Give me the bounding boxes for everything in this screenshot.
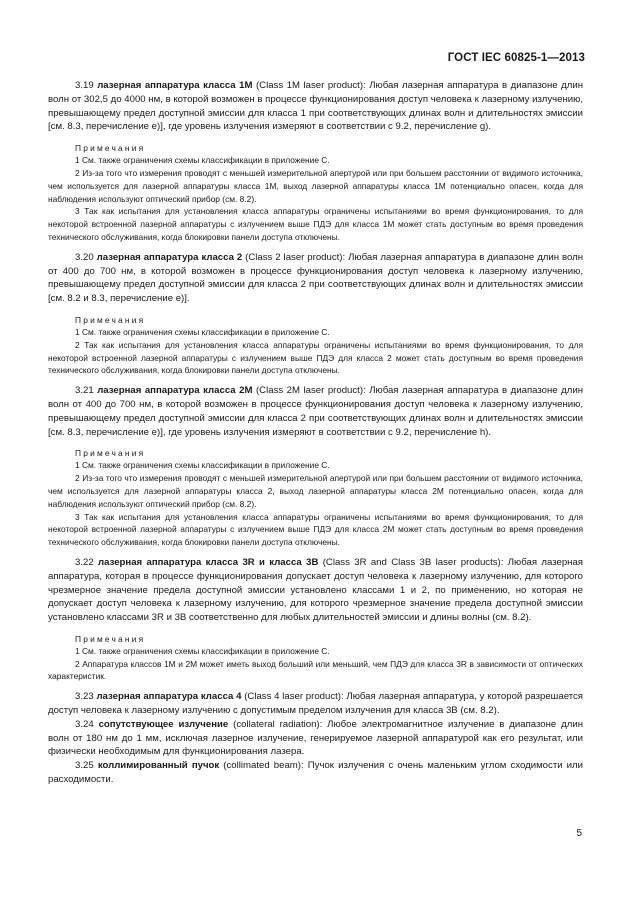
term-name: лазерная аппаратура класса 1М <box>97 80 253 91</box>
notes-heading: Примечания <box>75 143 146 154</box>
term-definition: (Class 2 laser product): Любая лазерная аппаратура в диапазоне длин волн от 400 до 700 нм, в которой возможен в процессе функционирования доступ человека к лазерному излучению, превышающему предел доступной эмиссии для класса 2 при соответствующих длинах волн и длительностях эмиссии [см. 8.2 и 8.3, перечисление е)]. <box>48 251 583 305</box>
term-definition: (Class 2M laser product): Любая лазерная аппаратура в диапазоне длин волн от 400 до 700 нм, в которой возможен в процессе функционирования доступ человека к лазерному излучению, превышающему предел доступной эмиссии для класса 2 при соответствующих длинах волн и длительностях эмиссии [см. 8.3, перечисление е)], где уровень излучения измеряют в соответствии с 9.2, перечисление h). <box>48 385 583 438</box>
note-item: 3 Так как испытания для установления класса аппаратуры ограничены испытаниями во время функционирования, то для некоторой встроенной лазерной аппаратуры с излучением выше ПДЭ для класса 2М может стать доступным во время проведения технического обслуживания, когда блокировки панели доступа отключены. <box>48 511 583 548</box>
section-3-25 <box>48 759 583 787</box>
notes-block <box>48 447 583 549</box>
notes-heading: Примечания <box>75 448 146 459</box>
note-item: 1 См. также ограничения схемы классификации в приложение С. <box>75 155 330 166</box>
section-number: 3.19 <box>75 80 94 91</box>
section-3-23 <box>48 690 583 718</box>
note-item: 1 См. также ограничения схемы классификации в приложение С. <box>75 645 330 656</box>
notes-block <box>48 142 583 244</box>
section-number: 3.20 <box>75 251 94 263</box>
term-definition: (collateral radiation): Любое электромагнитное излучение в диапазоне длин волн от 180 нм до 1 мм, исключая лазерное излучение, генерируемое лазерной аппаратурой как его результат, или физически необходимым для функционирования лазера. <box>48 718 583 758</box>
note-item: 2 Так как испытания для установления класса аппаратуры ограничены испытаниями во время функционирования, то для некоторой встроенной лазерной аппаратуры с излучением выше ПДЭ для класса 2 может стать доступным во время проведения технического обслуживания, когда блокировки панели доступа отключены. <box>48 339 583 376</box>
section-number: 3.22 <box>75 556 94 568</box>
notes-block <box>48 314 583 377</box>
section-3-22 <box>48 556 583 625</box>
section-number: 3.24 <box>75 718 94 730</box>
notes-block <box>48 633 583 683</box>
term-definition: (Class 3R and Class 3B laser products): Любая лазерная аппаратура, которая в процессе функционирования допускает доступ человека к лазерному излучению, для которого чрезмерное значение предела доступной эмиссии установлено классами 1 и 2, по применению, но которая не допускает доступ человека к лазерному излучению, для которого чрезмерное значение предела доступной эмиссии установлено классами 3R и 3B соответственно для любых длительностей эмиссии и длины волны (см. 8.2). <box>48 556 583 624</box>
standard-header: ГОСТ IEC 60825-1—2013 <box>447 52 585 64</box>
section-number: 3.21 <box>75 385 94 397</box>
term-name: сопутствующее излучение <box>98 718 229 730</box>
note-item: 2 Из-за того что измерения проводят с меньшей измерительной апертурой или при большем расстоянии от видимого источника, чем используется для лазерной аппаратуры класса 1М, выход лазерной аппаратуры класса 1М потенциально опасен, когда для наблюдения используют оптический прибор (см. 8.2). <box>48 167 583 204</box>
note-item: 2 Из-за того что измерения проводят с меньшей измерительной апертурой или при большем расстоянии от видимого источника, чем используется для лазерной аппаратуры класса 2, выход лазерной аппаратуры класса 2М потенциально опасен, когда для наблюдения используют оптический прибор (см. 8.2). <box>48 473 583 509</box>
term-definition: (Class 1M laser product): Любая лазерная аппаратура в диапазоне длин волн от 302,5 до 4000 нм, в которой возможен в процессе функционирования доступ человека к лазерному излучению, превышающему предел доступной эмиссии для класса 1 при соответствующих длинах волн и длительностях эмиссии [см. 8.3, перечисление е)], где уровень излучения измеряют в соответствии с 9.2, перечисление g). <box>48 80 583 133</box>
note-item: 1 См. также ограничения схемы классификации в приложение С. <box>75 326 330 337</box>
notes-heading: Примечания <box>75 633 146 644</box>
section-3-24 <box>48 718 583 759</box>
term-name: коллимированный пучок <box>97 760 220 772</box>
term-name: лазерная аппаратура класса 4 <box>96 691 242 703</box>
section-number: 3.25 <box>75 760 94 772</box>
term-definition: (Class 4 laser product): Любая лазерная аппаратура, у которой разрешается доступ человека к лазерному излучению с допустимым пределом излучения для класса 3В (см. 8.2). <box>48 691 583 717</box>
term-definition: (collimated beam): Пучок излучения с очень маленьким углом сходимости или расходимости. <box>48 760 583 786</box>
notes-heading: Примечания <box>75 314 146 325</box>
section-3-20 <box>48 251 583 306</box>
term-name: лазерная аппаратура класса 2М <box>97 385 253 397</box>
term-name: лазерная аппаратура класса 2 <box>96 251 243 263</box>
section-3-19 <box>48 79 583 134</box>
note-item: 1 См. также ограничения схемы классификации в приложение С. <box>75 460 330 471</box>
page-number: 5 <box>576 828 582 839</box>
note-item: 2 Аппаратура классов 1М и 2М может иметь выход больший или меньший, чем ПДЭ для класса 3R в зависимости от оптических характеристик. <box>48 658 583 682</box>
section-number: 3.23 <box>75 691 94 703</box>
note-item: 3 Так как испытания для установления класса аппаратуры ограничены испытаниями во время функционирования, то для некоторой встроенной лазерной аппаратуры с излучением выше ПДЭ для класса 1М может стать доступным во время проведения технического обслуживания, когда блокировки панели доступа отключены. <box>48 206 583 242</box>
document-content <box>48 79 583 787</box>
term-name: лазерная аппаратура класса 3R и класса 3B <box>98 556 319 568</box>
section-3-21 <box>48 384 583 439</box>
